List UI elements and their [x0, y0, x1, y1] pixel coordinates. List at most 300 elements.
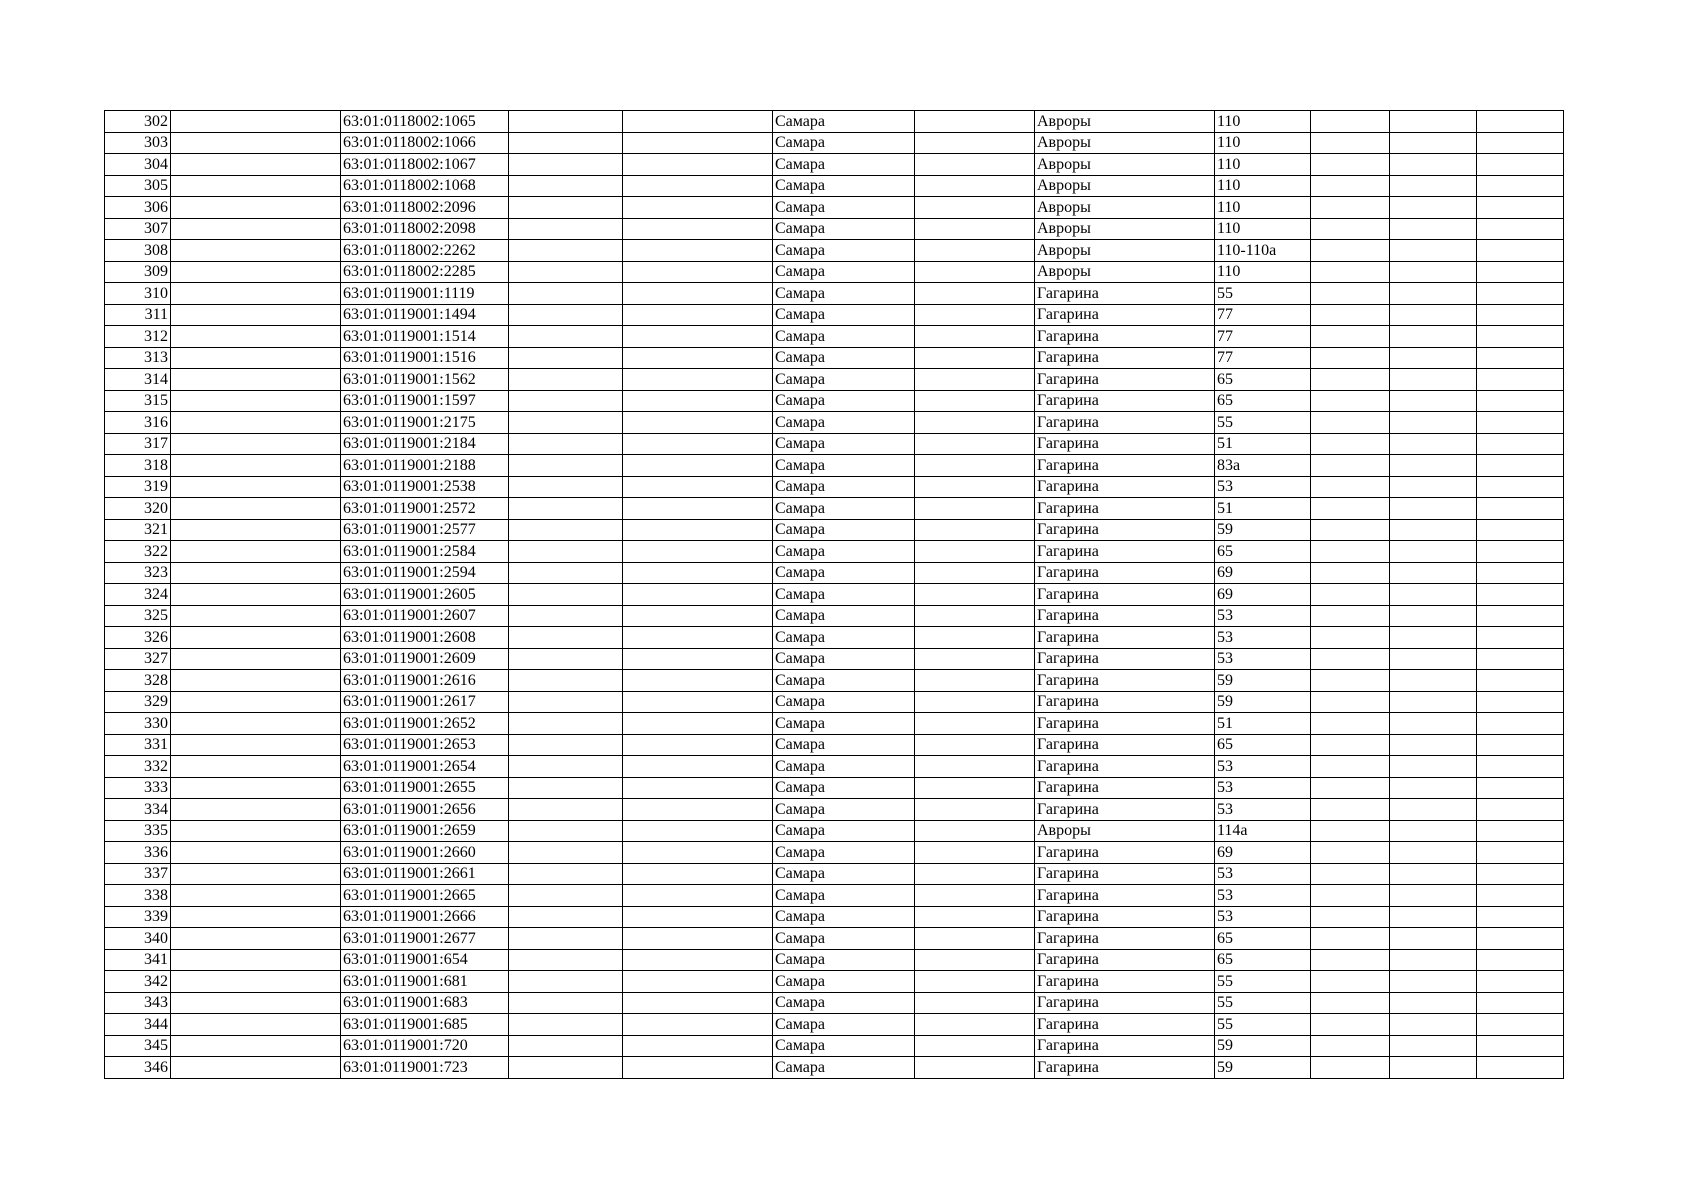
empty-cell [1390, 863, 1477, 885]
empty-cell [915, 1035, 1035, 1057]
city-cell: Самара [773, 326, 915, 348]
row-number-cell: 339 [105, 906, 171, 928]
empty-cell [915, 498, 1035, 520]
city-cell: Самара [773, 820, 915, 842]
empty-cell [1311, 584, 1390, 606]
empty-cell [171, 476, 341, 498]
empty-cell [915, 240, 1035, 262]
empty-cell [509, 197, 623, 219]
empty-cell [1477, 863, 1564, 885]
row-number-cell: 309 [105, 261, 171, 283]
street-cell: Авроры [1035, 218, 1215, 240]
empty-cell [509, 562, 623, 584]
empty-cell [171, 1057, 341, 1079]
street-cell: Гагарина [1035, 734, 1215, 756]
row-number-cell: 344 [105, 1014, 171, 1036]
house-number-cell: 110 [1215, 111, 1311, 133]
empty-cell [1311, 820, 1390, 842]
empty-cell [1311, 197, 1390, 219]
empty-cell [1390, 584, 1477, 606]
empty-cell [915, 304, 1035, 326]
empty-cell [1390, 670, 1477, 692]
street-cell: Гагарина [1035, 842, 1215, 864]
empty-cell [1311, 498, 1390, 520]
empty-cell [509, 949, 623, 971]
empty-cell [1390, 1057, 1477, 1079]
empty-cell [1390, 304, 1477, 326]
empty-cell [915, 455, 1035, 477]
city-cell: Самара [773, 218, 915, 240]
empty-cell [1390, 261, 1477, 283]
street-cell: Гагарина [1035, 433, 1215, 455]
cadastral-number-cell: 63:01:0119001:2175 [341, 412, 509, 434]
empty-cell [1477, 541, 1564, 563]
empty-cell [509, 992, 623, 1014]
empty-cell [915, 218, 1035, 240]
empty-cell [915, 132, 1035, 154]
empty-cell [1390, 928, 1477, 950]
empty-cell [1390, 541, 1477, 563]
empty-cell [509, 390, 623, 412]
street-cell: Гагарина [1035, 1014, 1215, 1036]
empty-cell [623, 369, 773, 391]
empty-cell [1477, 670, 1564, 692]
empty-cell [171, 820, 341, 842]
empty-cell [623, 992, 773, 1014]
street-cell: Авроры [1035, 197, 1215, 219]
empty-cell [1390, 519, 1477, 541]
empty-cell [915, 197, 1035, 219]
house-number-cell: 53 [1215, 863, 1311, 885]
cadastral-number-cell: 63:01:0119001:2577 [341, 519, 509, 541]
table-row [105, 412, 1564, 434]
cadastral-number-cell: 63:01:0119001:2607 [341, 605, 509, 627]
row-number-cell: 320 [105, 498, 171, 520]
house-number-cell: 65 [1215, 369, 1311, 391]
empty-cell [1477, 562, 1564, 584]
empty-cell [915, 820, 1035, 842]
row-number-cell: 311 [105, 304, 171, 326]
empty-cell [623, 777, 773, 799]
empty-cell [915, 326, 1035, 348]
empty-cell [1311, 519, 1390, 541]
cadastral-number-cell: 63:01:0119001:720 [341, 1035, 509, 1057]
table-row [105, 885, 1564, 907]
city-cell: Самара [773, 369, 915, 391]
house-number-cell: 110 [1215, 218, 1311, 240]
empty-cell [915, 605, 1035, 627]
house-number-cell: 77 [1215, 347, 1311, 369]
empty-cell [509, 713, 623, 735]
empty-cell [623, 670, 773, 692]
empty-cell [509, 670, 623, 692]
empty-cell [171, 132, 341, 154]
empty-cell [509, 648, 623, 670]
table-body [105, 111, 1564, 1079]
empty-cell [1477, 326, 1564, 348]
empty-cell [1477, 1057, 1564, 1079]
empty-cell [1311, 240, 1390, 262]
empty-cell [509, 842, 623, 864]
empty-cell [915, 584, 1035, 606]
empty-cell [915, 928, 1035, 950]
table-row [105, 498, 1564, 520]
row-number-cell: 335 [105, 820, 171, 842]
street-cell: Гагарина [1035, 885, 1215, 907]
empty-cell [1311, 390, 1390, 412]
city-cell: Самара [773, 756, 915, 778]
empty-cell [171, 906, 341, 928]
empty-cell [171, 648, 341, 670]
street-cell: Гагарина [1035, 1035, 1215, 1057]
empty-cell [1477, 777, 1564, 799]
empty-cell [1390, 476, 1477, 498]
empty-cell [509, 863, 623, 885]
empty-cell [1477, 369, 1564, 391]
empty-cell [1390, 369, 1477, 391]
empty-cell [171, 541, 341, 563]
street-cell: Гагарина [1035, 498, 1215, 520]
house-number-cell: 65 [1215, 949, 1311, 971]
table-row [105, 132, 1564, 154]
cadastral-number-cell: 63:01:0118002:2096 [341, 197, 509, 219]
empty-cell [509, 326, 623, 348]
empty-cell [171, 863, 341, 885]
cadastral-number-cell: 63:01:0118002:1067 [341, 154, 509, 176]
empty-cell [509, 885, 623, 907]
row-number-cell: 343 [105, 992, 171, 1014]
empty-cell [915, 562, 1035, 584]
row-number-cell: 341 [105, 949, 171, 971]
empty-cell [1477, 175, 1564, 197]
cadastral-number-cell: 63:01:0119001:2184 [341, 433, 509, 455]
empty-cell [1390, 820, 1477, 842]
empty-cell [509, 605, 623, 627]
empty-cell [1477, 992, 1564, 1014]
empty-cell [1311, 842, 1390, 864]
cadastral-number-cell: 63:01:0119001:2654 [341, 756, 509, 778]
street-cell: Авроры [1035, 261, 1215, 283]
city-cell: Самара [773, 584, 915, 606]
empty-cell [1390, 562, 1477, 584]
city-cell: Самара [773, 390, 915, 412]
empty-cell [623, 261, 773, 283]
empty-cell [1477, 197, 1564, 219]
house-number-cell: 51 [1215, 433, 1311, 455]
empty-cell [915, 648, 1035, 670]
empty-cell [509, 820, 623, 842]
empty-cell [1390, 734, 1477, 756]
city-cell: Самара [773, 347, 915, 369]
empty-cell [1390, 949, 1477, 971]
row-number-cell: 338 [105, 885, 171, 907]
city-cell: Самара [773, 283, 915, 305]
house-number-cell: 69 [1215, 584, 1311, 606]
empty-cell [1477, 154, 1564, 176]
empty-cell [1390, 175, 1477, 197]
empty-cell [1311, 132, 1390, 154]
house-number-cell: 55 [1215, 283, 1311, 305]
empty-cell [1311, 928, 1390, 950]
table-row [105, 1035, 1564, 1057]
empty-cell [1390, 799, 1477, 821]
empty-cell [1477, 455, 1564, 477]
street-cell: Гагарина [1035, 541, 1215, 563]
row-number-cell: 323 [105, 562, 171, 584]
table-row [105, 949, 1564, 971]
empty-cell [509, 283, 623, 305]
empty-cell [171, 347, 341, 369]
empty-cell [915, 519, 1035, 541]
empty-cell [509, 627, 623, 649]
empty-cell [1390, 111, 1477, 133]
empty-cell [623, 412, 773, 434]
table-row [105, 1014, 1564, 1036]
row-number-cell: 328 [105, 670, 171, 692]
empty-cell [623, 175, 773, 197]
street-cell: Гагарина [1035, 928, 1215, 950]
city-cell: Самара [773, 949, 915, 971]
table-row [105, 326, 1564, 348]
house-number-cell: 77 [1215, 304, 1311, 326]
cadastral-number-cell: 63:01:0119001:683 [341, 992, 509, 1014]
cadastral-number-cell: 63:01:0118002:2098 [341, 218, 509, 240]
empty-cell [1390, 433, 1477, 455]
city-cell: Самара [773, 304, 915, 326]
cadastral-number-cell: 63:01:0119001:2656 [341, 799, 509, 821]
empty-cell [509, 476, 623, 498]
table-row [105, 390, 1564, 412]
empty-cell [1390, 1035, 1477, 1057]
empty-cell [1390, 1014, 1477, 1036]
empty-cell [1311, 175, 1390, 197]
empty-cell [915, 670, 1035, 692]
empty-cell [171, 799, 341, 821]
cadastral-number-cell: 63:01:0119001:1597 [341, 390, 509, 412]
table-row [105, 261, 1564, 283]
cadastral-number-cell: 63:01:0119001:2677 [341, 928, 509, 950]
city-cell: Самара [773, 111, 915, 133]
row-number-cell: 342 [105, 971, 171, 993]
empty-cell [623, 799, 773, 821]
empty-cell [171, 519, 341, 541]
empty-cell [915, 691, 1035, 713]
row-number-cell: 329 [105, 691, 171, 713]
table-row [105, 562, 1564, 584]
city-cell: Самара [773, 1035, 915, 1057]
empty-cell [509, 519, 623, 541]
street-cell: Авроры [1035, 240, 1215, 262]
empty-cell [1311, 734, 1390, 756]
empty-cell [1390, 756, 1477, 778]
empty-cell [509, 777, 623, 799]
house-number-cell: 53 [1215, 627, 1311, 649]
cadastral-number-cell: 63:01:0118002:2262 [341, 240, 509, 262]
empty-cell [1311, 906, 1390, 928]
city-cell: Самара [773, 433, 915, 455]
empty-cell [171, 584, 341, 606]
empty-cell [1477, 111, 1564, 133]
street-cell: Гагарина [1035, 670, 1215, 692]
row-number-cell: 330 [105, 713, 171, 735]
row-number-cell: 332 [105, 756, 171, 778]
empty-cell [171, 304, 341, 326]
empty-cell [1311, 261, 1390, 283]
property-registry-table [104, 110, 1564, 1079]
city-cell: Самара [773, 928, 915, 950]
empty-cell [1311, 713, 1390, 735]
empty-cell [623, 906, 773, 928]
street-cell: Гагарина [1035, 992, 1215, 1014]
empty-cell [1477, 1014, 1564, 1036]
row-number-cell: 340 [105, 928, 171, 950]
row-number-cell: 303 [105, 132, 171, 154]
house-number-cell: 55 [1215, 1014, 1311, 1036]
empty-cell [171, 562, 341, 584]
row-number-cell: 337 [105, 863, 171, 885]
empty-cell [623, 928, 773, 950]
empty-cell [509, 261, 623, 283]
street-cell: Гагарина [1035, 648, 1215, 670]
empty-cell [1311, 347, 1390, 369]
empty-cell [1311, 863, 1390, 885]
empty-cell [915, 261, 1035, 283]
empty-cell [171, 111, 341, 133]
row-number-cell: 346 [105, 1057, 171, 1079]
empty-cell [1477, 498, 1564, 520]
city-cell: Самара [773, 476, 915, 498]
empty-cell [509, 240, 623, 262]
empty-cell [171, 154, 341, 176]
empty-cell [623, 949, 773, 971]
house-number-cell: 53 [1215, 885, 1311, 907]
empty-cell [509, 154, 623, 176]
empty-cell [623, 240, 773, 262]
empty-cell [1477, 519, 1564, 541]
table-row [105, 111, 1564, 133]
empty-cell [915, 1057, 1035, 1079]
city-cell: Самара [773, 412, 915, 434]
empty-cell [623, 390, 773, 412]
house-number-cell: 110 [1215, 261, 1311, 283]
street-cell: Гагарина [1035, 691, 1215, 713]
empty-cell [1311, 562, 1390, 584]
cadastral-number-cell: 63:01:0119001:2594 [341, 562, 509, 584]
cadastral-number-cell: 63:01:0119001:1494 [341, 304, 509, 326]
empty-cell [509, 369, 623, 391]
empty-cell [1390, 326, 1477, 348]
empty-cell [915, 992, 1035, 1014]
house-number-cell: 51 [1215, 713, 1311, 735]
row-number-cell: 325 [105, 605, 171, 627]
empty-cell [171, 777, 341, 799]
empty-cell [1390, 154, 1477, 176]
empty-cell [1477, 906, 1564, 928]
street-cell: Гагарина [1035, 906, 1215, 928]
table-row [105, 928, 1564, 950]
empty-cell [623, 584, 773, 606]
empty-cell [915, 476, 1035, 498]
empty-cell [915, 1014, 1035, 1036]
table-row [105, 1057, 1564, 1079]
city-cell: Самара [773, 197, 915, 219]
house-number-cell: 69 [1215, 562, 1311, 584]
empty-cell [623, 283, 773, 305]
empty-cell [171, 175, 341, 197]
city-cell: Самара [773, 627, 915, 649]
cadastral-number-cell: 63:01:0119001:2616 [341, 670, 509, 692]
empty-cell [1477, 261, 1564, 283]
empty-cell [171, 390, 341, 412]
house-number-cell: 59 [1215, 670, 1311, 692]
table-row [105, 627, 1564, 649]
house-number-cell: 55 [1215, 992, 1311, 1014]
city-cell: Самара [773, 541, 915, 563]
empty-cell [1477, 713, 1564, 735]
row-number-cell: 305 [105, 175, 171, 197]
empty-cell [509, 734, 623, 756]
empty-cell [1311, 369, 1390, 391]
house-number-cell: 59 [1215, 691, 1311, 713]
empty-cell [1390, 240, 1477, 262]
empty-cell [623, 304, 773, 326]
empty-cell [623, 347, 773, 369]
empty-cell [171, 240, 341, 262]
city-cell: Самара [773, 799, 915, 821]
empty-cell [509, 691, 623, 713]
empty-cell [509, 1035, 623, 1057]
house-number-cell: 55 [1215, 412, 1311, 434]
street-cell: Гагарина [1035, 1057, 1215, 1079]
table-row [105, 777, 1564, 799]
street-cell: Гагарина [1035, 476, 1215, 498]
city-cell: Самара [773, 154, 915, 176]
empty-cell [915, 390, 1035, 412]
city-cell: Самара [773, 713, 915, 735]
empty-cell [1390, 713, 1477, 735]
empty-cell [509, 906, 623, 928]
row-number-cell: 310 [105, 283, 171, 305]
city-cell: Самара [773, 498, 915, 520]
empty-cell [915, 734, 1035, 756]
city-cell: Самара [773, 175, 915, 197]
city-cell: Самара [773, 992, 915, 1014]
table-row [105, 369, 1564, 391]
street-cell: Гагарина [1035, 756, 1215, 778]
street-cell: Гагарина [1035, 627, 1215, 649]
empty-cell [1477, 756, 1564, 778]
house-number-cell: 55 [1215, 971, 1311, 993]
cadastral-number-cell: 63:01:0119001:2652 [341, 713, 509, 735]
empty-cell [915, 627, 1035, 649]
street-cell: Гагарина [1035, 949, 1215, 971]
cadastral-number-cell: 63:01:0119001:2608 [341, 627, 509, 649]
table-row [105, 304, 1564, 326]
empty-cell [1477, 218, 1564, 240]
table-row [105, 519, 1564, 541]
empty-cell [1477, 842, 1564, 864]
empty-cell [1477, 605, 1564, 627]
cadastral-number-cell: 63:01:0119001:2666 [341, 906, 509, 928]
empty-cell [623, 863, 773, 885]
empty-cell [509, 498, 623, 520]
empty-cell [623, 476, 773, 498]
empty-cell [1311, 1057, 1390, 1079]
city-cell: Самара [773, 562, 915, 584]
empty-cell [171, 1014, 341, 1036]
empty-cell [509, 347, 623, 369]
table-row [105, 756, 1564, 778]
